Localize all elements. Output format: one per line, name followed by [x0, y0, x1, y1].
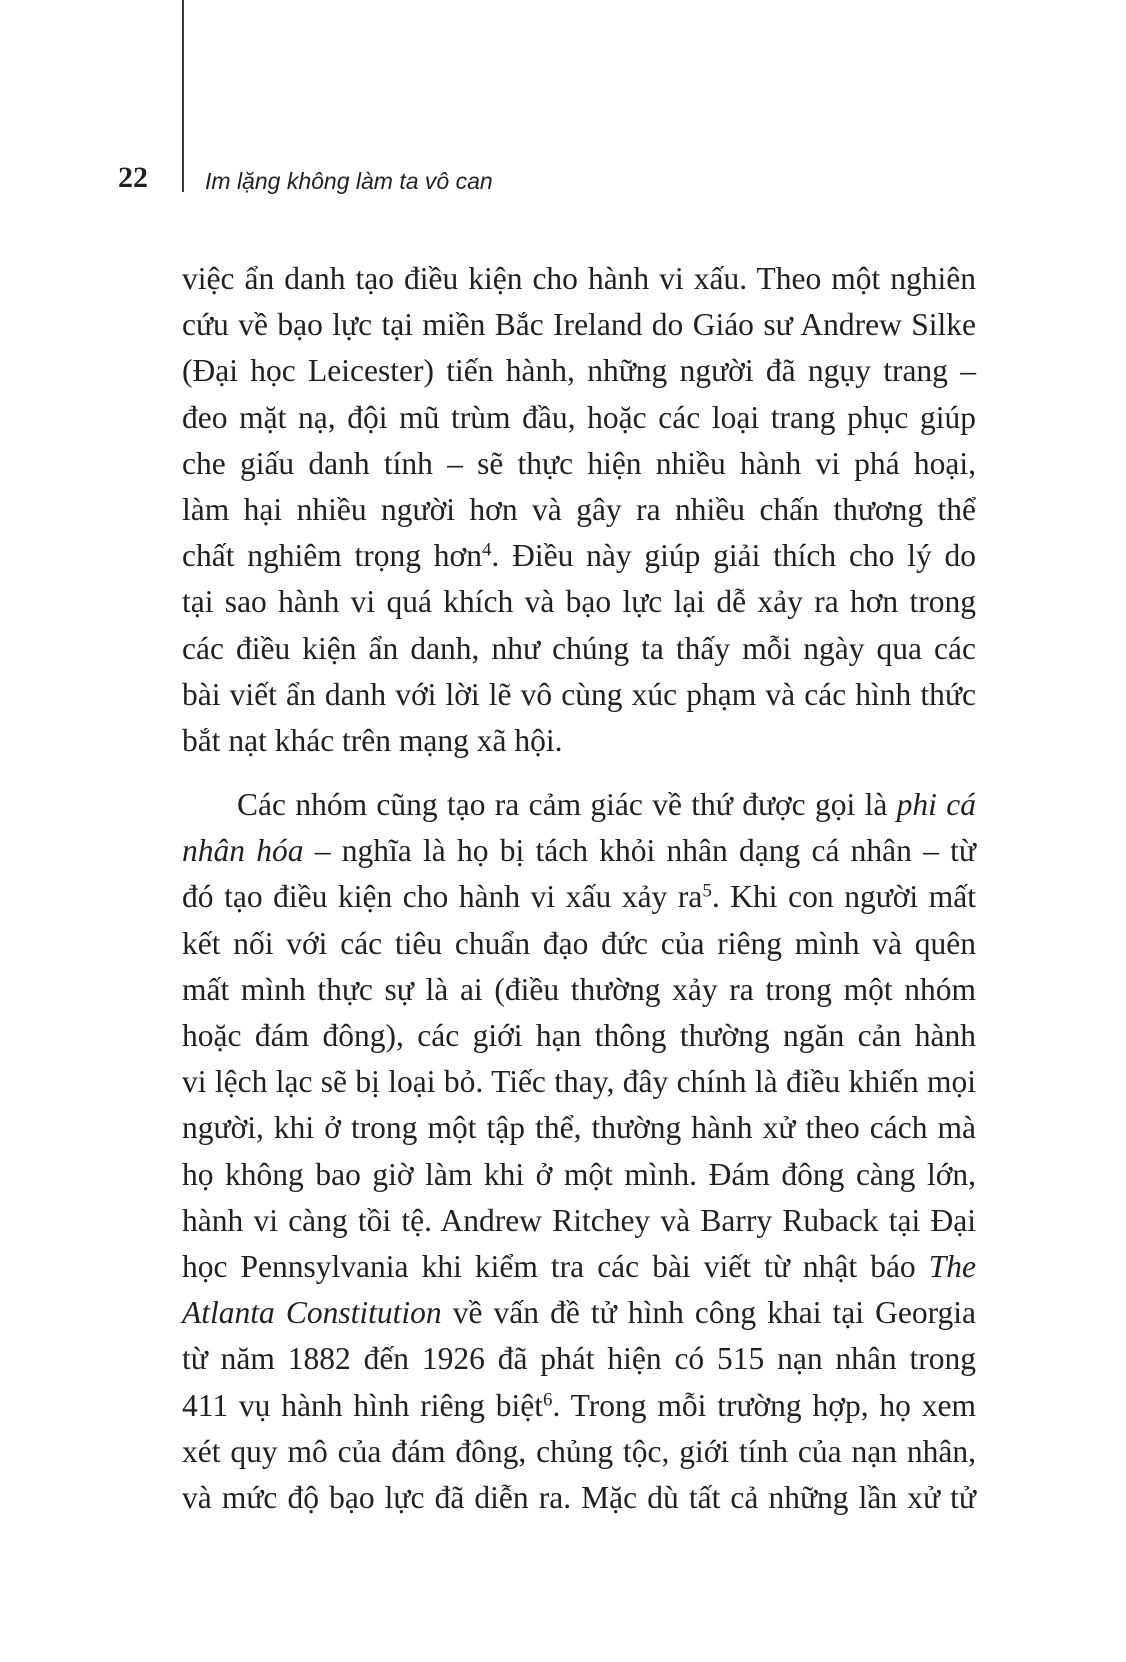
italic-term: phi cá: [896, 787, 976, 823]
text-segment: – nghĩa là họ bị tách khỏi nhân dạng cá nhân – từ: [303, 833, 977, 869]
footnote-ref-5: 5: [702, 881, 712, 903]
text-line: che giấu danh tính – sẽ thực hiện nhiều hành vi phá hoại,: [182, 445, 976, 481]
text-line: mất mình thực sự là ai (điều thường xảy ra trong một nhóm: [182, 971, 976, 1007]
text-line: việc ẩn danh tạo điều kiện cho hành vi xấu. Theo một nghiên: [182, 261, 976, 296]
text-segment: chất nghiêm trọng hơn: [182, 538, 482, 574]
paragraph-2: [182, 782, 976, 1521]
text-line: (Đại học Leicester) tiến hành, những người đã ngụy trang –: [182, 353, 976, 389]
text-segment: . Khi con người mất: [711, 879, 976, 915]
footnote-ref-4: 4: [481, 539, 492, 561]
text-line: [182, 1290, 976, 1336]
text-segment: đó tạo điều kiện cho hành vi xấu xảy ra: [182, 879, 703, 915]
footnote-ref-6: 6: [543, 1389, 553, 1411]
text-line: [182, 874, 976, 920]
paragraph-1: [182, 256, 976, 764]
text-segment: 411 vụ hành hình riêng biệt: [182, 1387, 544, 1423]
text-line: [182, 828, 976, 874]
text-line: họ không bao giờ làm khi ở một mình. Đám đông càng lớn,: [182, 1156, 976, 1192]
text-line: bắt nạt khác trên mạng xã hội.: [182, 722, 563, 758]
text-line: đeo mặt nạ, đội mũ trùm đầu, hoặc các loại trang phục giúp: [182, 399, 976, 435]
text-segment: học Pennsylvania khi kiểm tra các bài viết từ nhật báo: [182, 1248, 929, 1284]
body-text: [182, 256, 976, 1521]
text-line: [182, 1244, 976, 1290]
text-line: kết nối với các tiêu chuẩn đạo đức của riêng mình và quên: [182, 925, 976, 961]
text-line: người, khi ở trong một tập thể, thường hành xử theo cách mà: [182, 1110, 976, 1146]
italic-term: nhân hóa: [182, 833, 304, 869]
text-line: xét quy mô của đám đông, chủng tộc, giới tính của nạn nhân,: [182, 1433, 976, 1469]
text-line: [182, 533, 976, 579]
page-number: 22: [118, 161, 148, 194]
text-line: [182, 1383, 976, 1429]
italic-title: The: [928, 1248, 976, 1284]
paragraph-spacer: [182, 764, 976, 782]
text-line: tại sao hành vi quá khích và bạo lực lại dễ xảy ra hơn trong: [182, 584, 976, 620]
text-segment: . Điều này giúp giải thích cho lý do: [491, 538, 976, 574]
text-line: cứu về bạo lực tại miền Bắc Ireland do Giáo sư Andrew Silke: [182, 307, 976, 343]
italic-title: Atlanta Constitution: [182, 1295, 442, 1331]
header-divider-rule: [182, 0, 184, 192]
text-line: các điều kiện ẩn danh, như chúng ta thấy mỗi ngày qua các: [182, 630, 976, 666]
text-line: hành vi càng tồi tệ. Andrew Ritchey và Barry Ruback tại Đại: [182, 1202, 976, 1238]
text-segment: về vấn đề tử hình công khai tại Georgia: [441, 1295, 976, 1331]
text-line: từ năm 1882 đến 1926 đã phát hiện có 515 nạn nhân trong: [182, 1341, 976, 1377]
text-line: và mức độ bạo lực đã diễn ra. Mặc dù tất cả những lần xử tử: [182, 1479, 976, 1515]
text-segment: . Trong mỗi trường hợp, họ xem: [552, 1387, 977, 1423]
text-line: [182, 782, 976, 828]
text-line: làm hại nhiều người hơn và gây ra nhiều chấn thương thể: [182, 491, 976, 527]
text-line: hoặc đám đông), các giới hạn thông thường ngăn cản hành: [182, 1018, 976, 1053]
running-title: Im lặng không làm ta vô can: [205, 168, 493, 194]
text-line: bài viết ẩn danh với lời lẽ vô cùng xúc phạm và các hình thức: [182, 676, 976, 712]
text-line: vi lệch lạc sẽ bị loại bỏ. Tiếc thay, đây chính là điều khiến mọi: [182, 1064, 976, 1100]
text-segment: Các nhóm cũng tạo ra cảm giác về thứ được gọi là: [237, 787, 897, 823]
